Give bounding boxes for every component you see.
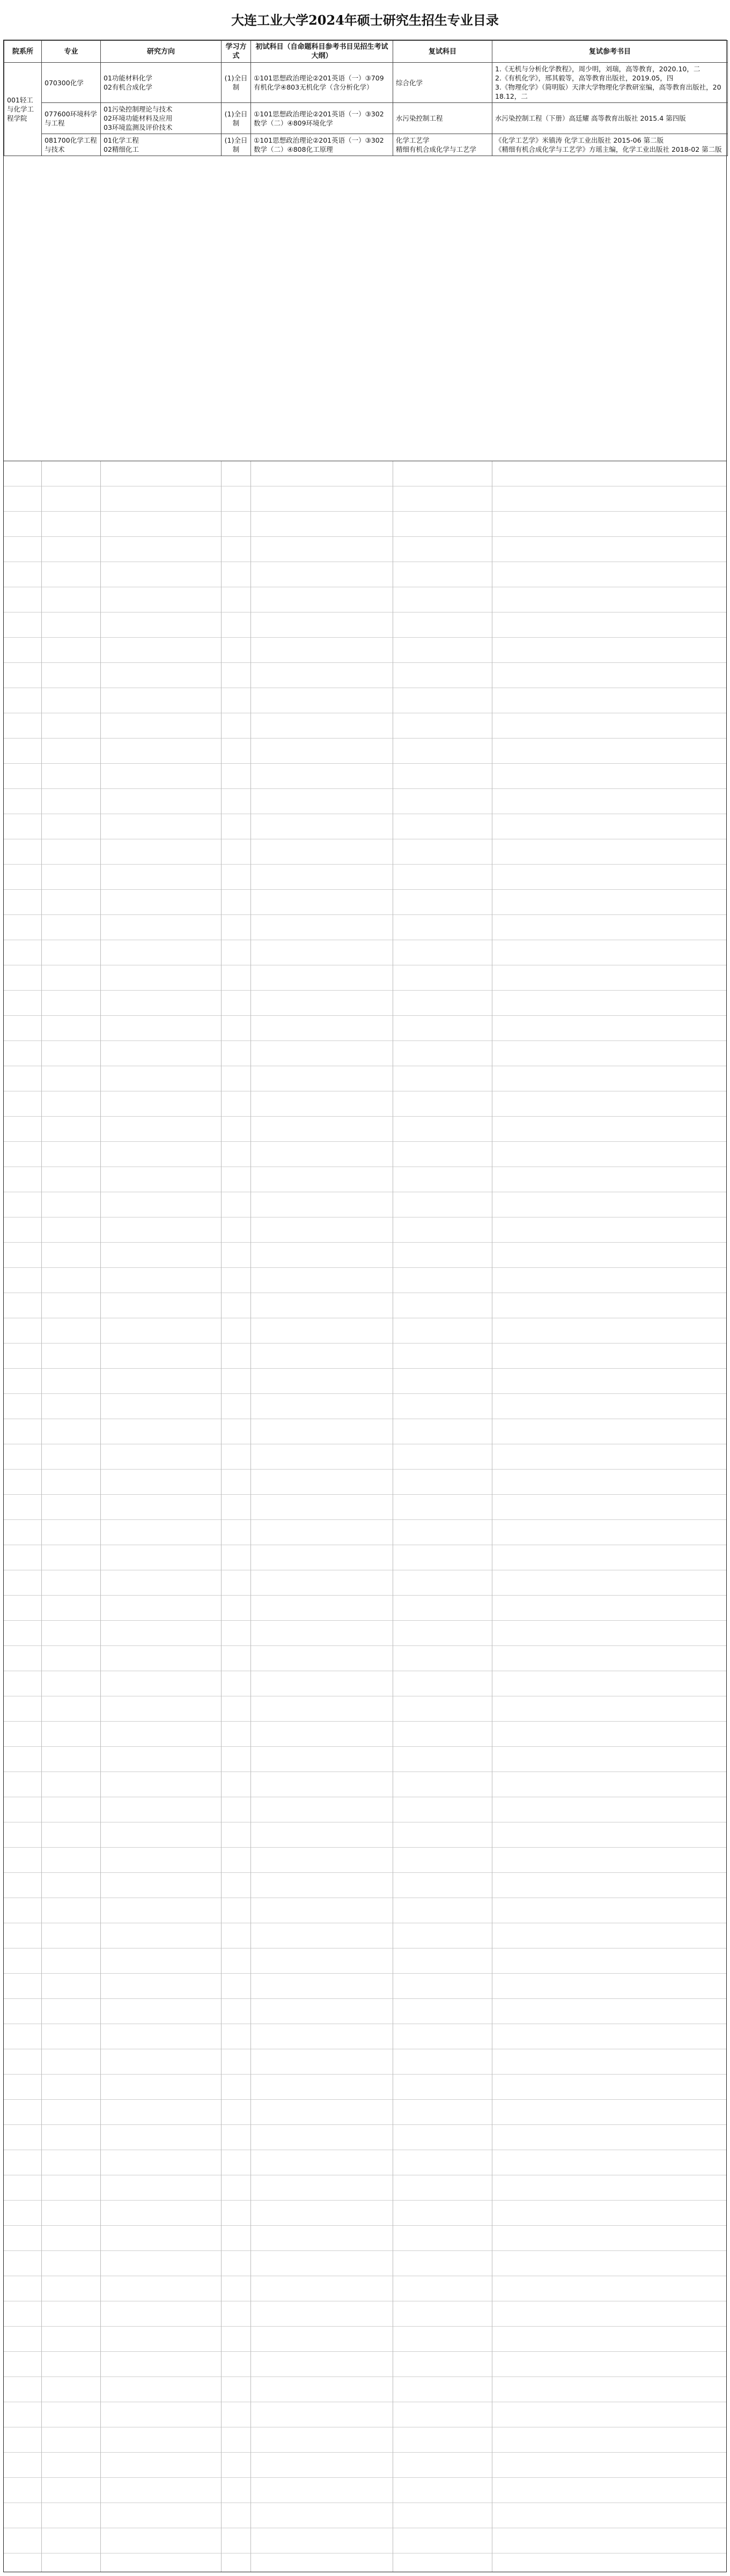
direction-cell: 01化学工程 02精细化工 [101, 134, 222, 156]
mode-cell: (1)全日制 [222, 103, 251, 134]
retest-cell: 化学工艺学 精细有机合成化学与工艺学 [393, 134, 492, 156]
column-divider [250, 461, 251, 2572]
col-header-mode: 学习方式 [222, 41, 251, 63]
column-divider [221, 461, 222, 2572]
major-cell: 077600环境科学与工程 [42, 103, 101, 134]
table-continuation-grid [4, 461, 726, 2572]
exam-cell: ①101思想政治理论②201英语（一）③302数学（二）④809环境化学 [251, 103, 393, 134]
direction-cell: 01功能材料化学 02有机合成化学 [101, 63, 222, 103]
refs-cell: 《化学工艺学》米镇涛 化学工业出版社 2015-06 第二版 《精细有机合成化学与工艺学》方瑶主编，化学工业出版社 2018-02 第二版 [492, 134, 728, 156]
table-header-row [4, 41, 728, 63]
col-header-exam: 初试科目（自命题科目参考书目见招生考试大纲） [251, 41, 393, 63]
table-row [4, 103, 728, 134]
col-header-refs: 复试参考书目 [492, 41, 728, 63]
retest-cell: 水污染控制工程 [393, 103, 492, 134]
refs-cell: 水污染控制工程（下册）高廷耀 高等教育出版社 2015.4 第四版 [492, 103, 728, 134]
column-divider [100, 461, 101, 2572]
retest-cell: 综合化学 [393, 63, 492, 103]
mode-cell: (1)全日制 [222, 63, 251, 103]
exam-cell: ①101思想政治理论②201英语（一）③302数学（二）④808化工原理 [251, 134, 393, 156]
catalog-table-wrapper [3, 40, 727, 2572]
table-row [4, 134, 728, 156]
column-divider [41, 461, 42, 2572]
major-cell: 081700化学工程与技术 [42, 134, 101, 156]
exam-cell: ①101思想政治理论②201英语（一）③709有机化学④803无机化学（含分析化学） [251, 63, 393, 103]
col-header-college: 院系所 [4, 41, 42, 63]
refs-cell: 1.《无机与分析化学教程》，周少明，刘瑞，高等教育，2020.10，二 2.《有机化学》，邢其毅等，高等教育出版社，2019.05，四 3.《物理化学》（简明版）天津大学物理化学教研室编，高等教育出版社，2018.12，二 [492, 63, 728, 103]
col-header-retest: 复试科目 [393, 41, 492, 63]
page-title: 大连工业大学2024年硕士研究生招生专业目录 [231, 12, 499, 28]
major-cell: 070300化学 [42, 63, 101, 103]
table-row [4, 63, 728, 103]
mode-cell: (1)全日制 [222, 134, 251, 156]
direction-cell: 01污染控制理论与技术 02环境功能材料及应用 03环境监测及评价技术 [101, 103, 222, 134]
col-header-major: 专业 [42, 41, 101, 63]
catalog-table [4, 40, 728, 156]
col-header-direction: 研究方向 [101, 41, 222, 63]
college-cell: 001轻工与化学工程学院 [4, 63, 42, 156]
